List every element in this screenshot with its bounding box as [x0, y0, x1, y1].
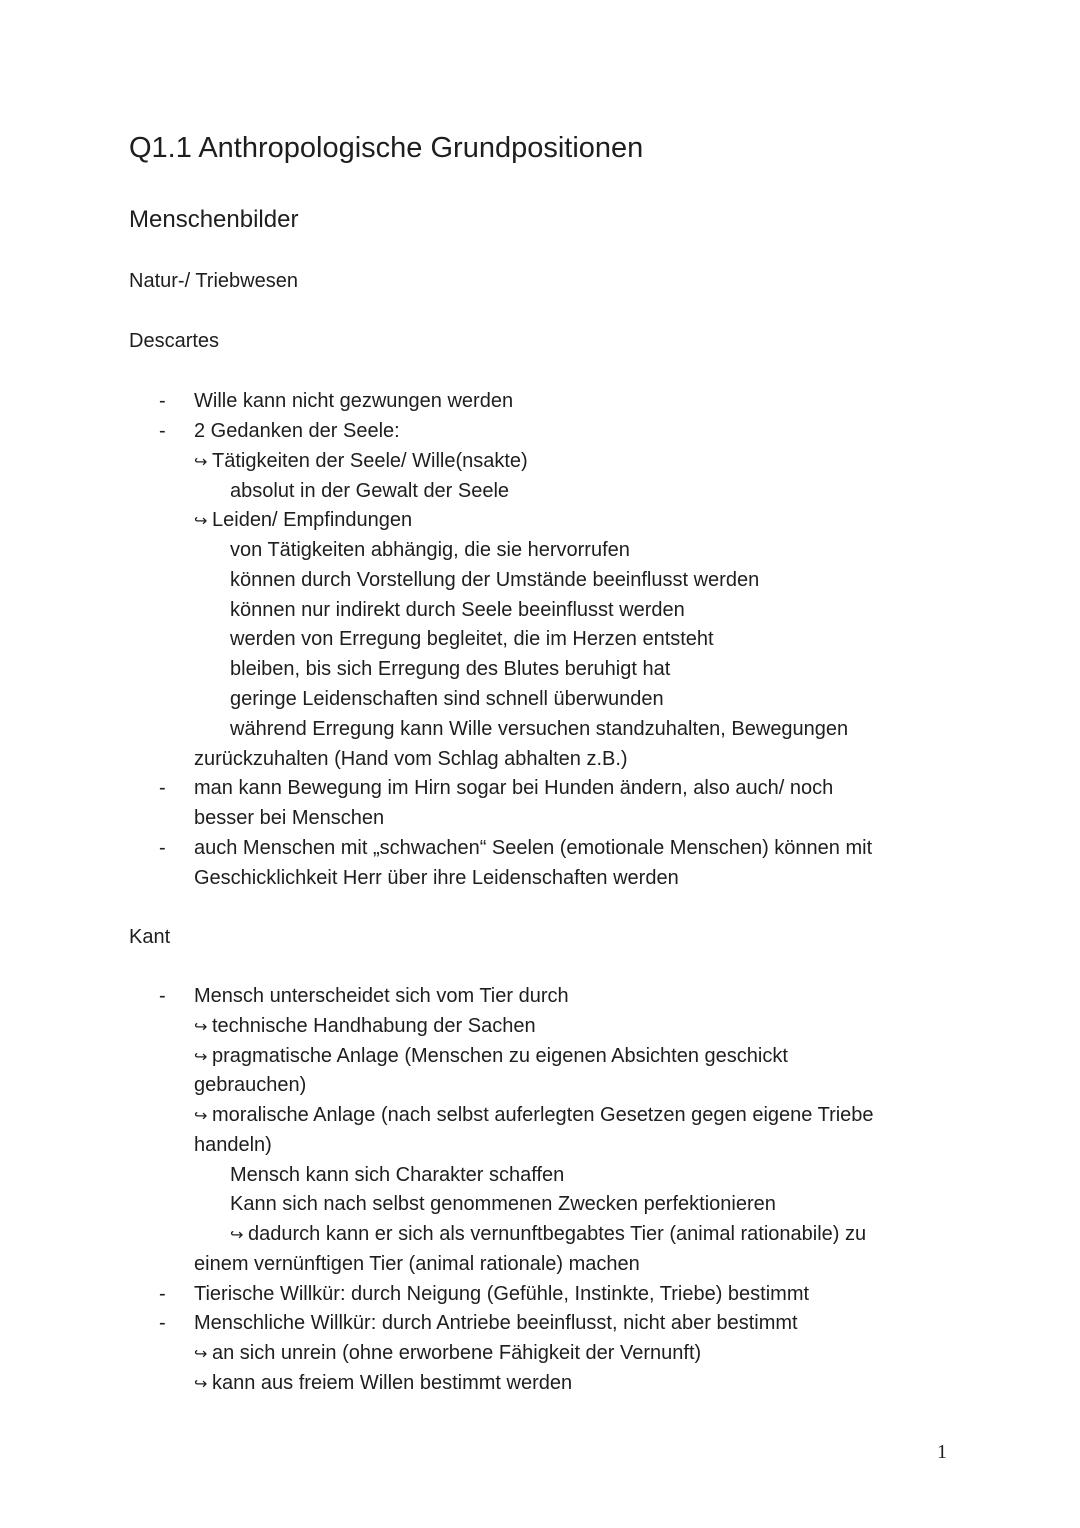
note-line: bleiben, bis sich Erregung des Blutes beruhigt hat [230, 658, 671, 680]
note-line: 2 Gedanken der Seele: [194, 420, 400, 442]
page-number: 1 [937, 1441, 947, 1463]
note-line: absolut in der Gewalt der Seele [230, 480, 510, 502]
note-line: können durch Vorstellung der Umstände beeinflusst werden [230, 569, 760, 591]
note-line: können nur indirekt durch Seele beeinflusst werden [230, 599, 685, 621]
bullet-dash: - [159, 1283, 166, 1305]
note-line: auch Menschen mit „schwachen“ Seelen (emotionale Menschen) können mit [194, 837, 873, 859]
descartes-heading: Descartes [129, 330, 220, 352]
note-line: einem vernünftigen Tier (animal rationale) machen [194, 1253, 640, 1275]
note-text: Leiden/ Empfindungen [212, 509, 413, 531]
note-line: gebrauchen) [194, 1074, 307, 1096]
bullet-dash: - [159, 1312, 166, 1334]
note-line: Geschicklichkeit Herr über ihre Leidenschaften werden [194, 867, 679, 889]
page-title: Q1.1 Anthropologische Grundpositionen [129, 132, 644, 164]
note-line: Wille kann nicht gezwungen werden [194, 390, 514, 412]
note-line: geringe Leidenschaften sind schnell überwunden [230, 688, 664, 710]
arrow-icon: ↪ [194, 1108, 208, 1125]
note-line [194, 1100, 874, 1132]
arrow-icon: ↪ [194, 1049, 208, 1066]
note-text: pragmatische Anlage (Menschen zu eigenen Absichten geschickt [212, 1045, 788, 1067]
note-text: an sich unrein (ohne erworbene Fähigkeit der Vernunft) [212, 1342, 702, 1364]
note-line [194, 1011, 536, 1043]
arrow-icon: ↪ [194, 1376, 208, 1393]
note-line: von Tätigkeiten abhängig, die sie hervorrufen [230, 539, 630, 561]
arrow-icon: ↪ [194, 454, 208, 471]
note-line: zurückzuhalten (Hand vom Schlag abhalten z.B.) [194, 748, 628, 770]
bullet-dash: - [159, 390, 166, 412]
category-heading: Natur-/ Triebwesen [129, 270, 298, 292]
kant-heading: Kant [129, 926, 171, 948]
note-line: Menschliche Willkür: durch Antriebe beeinflusst, nicht aber bestimmt [194, 1312, 798, 1334]
arrow-icon: ↪ [194, 513, 208, 530]
note-line [194, 1338, 701, 1370]
note-text: Tätigkeiten der Seele/ Wille(nsakte) [212, 450, 528, 472]
note-line: Mensch kann sich Charakter schaffen [230, 1164, 565, 1186]
note-line: während Erregung kann Wille versuchen standzuhalten, Bewegungen [230, 718, 849, 740]
note-line [194, 505, 412, 537]
note-line: Tierische Willkür: durch Neigung (Gefühle, Instinkte, Triebe) bestimmt [194, 1283, 810, 1305]
note-text: moralische Anlage (nach selbst auferlegten Gesetzen gegen eigene Triebe [212, 1104, 874, 1126]
note-line: werden von Erregung begleitet, die im Herzen entsteht [230, 628, 714, 650]
note-line [194, 1041, 788, 1073]
note-line: handeln) [194, 1134, 272, 1156]
arrow-icon: ↪ [194, 1346, 208, 1363]
note-line: besser bei Menschen [194, 807, 385, 829]
note-line [230, 1219, 866, 1251]
note-text: technische Handhabung der Sachen [212, 1015, 536, 1037]
note-line: Kann sich nach selbst genommenen Zwecken perfektionieren [230, 1193, 776, 1215]
note-line: Mensch unterscheidet sich vom Tier durch [194, 985, 569, 1007]
bullet-dash: - [159, 777, 166, 799]
note-text: kann aus freiem Willen bestimmt werden [212, 1372, 573, 1394]
bullet-dash: - [159, 837, 166, 859]
note-text: dadurch kann er sich als vernunftbegabtes Tier (animal rationabile) zu [248, 1223, 867, 1245]
bullet-dash: - [159, 985, 166, 1007]
section-title: Menschenbilder [129, 206, 299, 233]
bullet-dash: - [159, 420, 166, 442]
note-line [194, 1368, 572, 1400]
arrow-icon: ↪ [194, 1019, 208, 1036]
note-line: man kann Bewegung im Hirn sogar bei Hunden ändern, also auch/ noch [194, 777, 834, 799]
arrow-icon: ↪ [230, 1227, 244, 1244]
note-line [194, 446, 528, 478]
